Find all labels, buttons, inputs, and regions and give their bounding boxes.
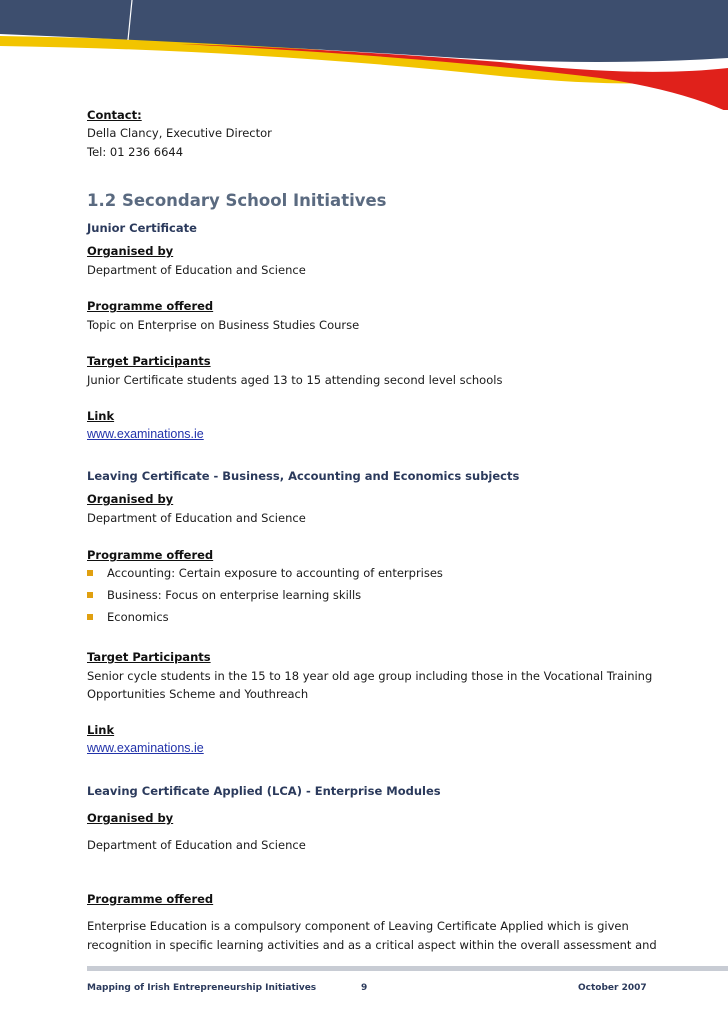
footer-title: Mapping of Irish Entrepreneurship Initiatives	[87, 983, 317, 993]
list-item: Business: Focus on enterprise learning skills	[87, 588, 361, 602]
page-number: 9	[361, 983, 368, 993]
leaving-target-label: Target Participants	[87, 650, 211, 664]
lca-programme-label: Programme offered	[87, 892, 214, 906]
lca-programme-line1: Enterprise Education is a compulsory component of Leaving Certificate Applied which is given	[87, 919, 629, 933]
leaving-link[interactable]: www.examinations.ie	[87, 741, 204, 755]
leaving-target-line2: Opportunities Scheme and Youthreach	[87, 687, 309, 701]
junior-organised-value: Department of Education and Science	[87, 263, 306, 277]
bullet-icon	[87, 592, 93, 598]
contact-name: Della Clancy, Executive Director	[87, 126, 272, 140]
leaving-link-label: Link	[87, 723, 115, 737]
junior-link-label: Link	[87, 409, 115, 423]
lca-programme-line2: recognition in specific learning activities and as a critical aspect within the overall assessment and	[87, 938, 657, 952]
footer-divider	[87, 966, 728, 971]
contact-heading: Contact:	[87, 108, 142, 122]
lca-title: Leaving Certificate Applied (LCA) - Enterprise Modules	[87, 784, 441, 798]
contact-tel: Tel: 01 236 6644	[87, 145, 184, 159]
leaving-organised-label: Organised by	[87, 492, 174, 506]
leaving-target-line1: Senior cycle students in the 15 to 18 year old age group including those in the Vocational Training	[87, 669, 653, 683]
list-item: Accounting: Certain exposure to accounting of enterprises	[87, 566, 443, 580]
bullet-icon	[87, 614, 93, 620]
lca-organised-value: Department of Education and Science	[87, 838, 306, 852]
list-item: Economics	[87, 610, 169, 624]
junior-target-value: Junior Certificate students aged 13 to 15 attending second level schools	[87, 373, 503, 387]
leaving-organised-value: Department of Education and Science	[87, 511, 306, 525]
junior-organised-label: Organised by	[87, 244, 174, 258]
junior-programme-label: Programme offered	[87, 299, 214, 313]
junior-programme-value: Topic on Enterprise on Business Studies Course	[87, 318, 360, 332]
lca-organised-label: Organised by	[87, 811, 174, 825]
leaving-title: Leaving Certificate - Business, Accounting and Economics subjects	[87, 469, 520, 483]
junior-target-label: Target Participants	[87, 354, 211, 368]
junior-link[interactable]: www.examinations.ie	[87, 427, 204, 441]
junior-title: Junior Certificate	[87, 221, 197, 235]
footer-date: October 2007	[578, 983, 647, 993]
leaving-programme-label: Programme offered	[87, 548, 214, 562]
bullet-icon	[87, 570, 93, 576]
section-title: 1.2 Secondary School Initiatives	[87, 191, 387, 210]
header-banner	[0, 0, 728, 110]
